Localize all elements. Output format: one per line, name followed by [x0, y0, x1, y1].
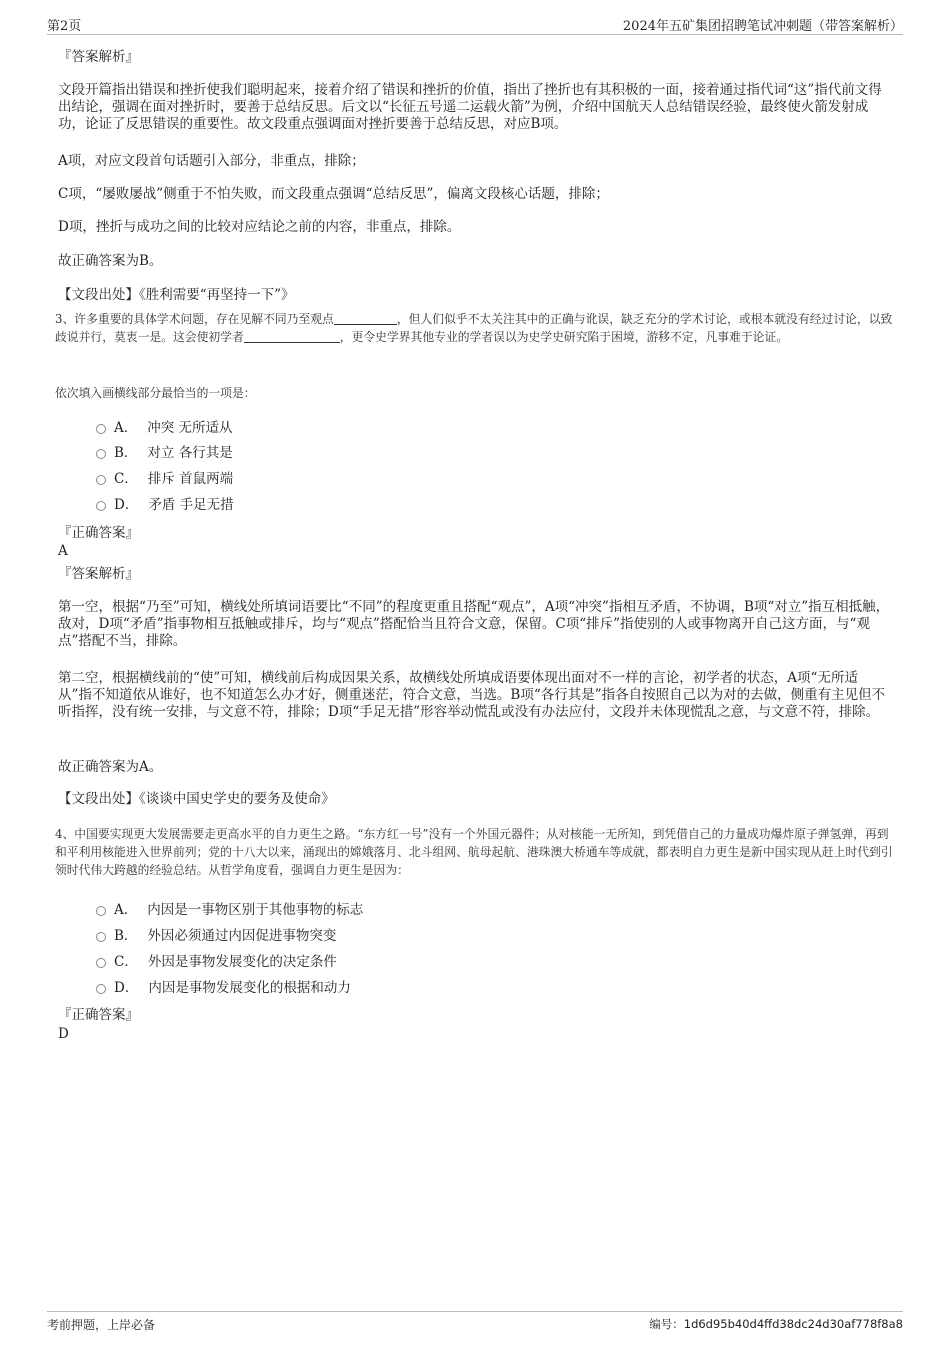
radio-icon[interactable] [96, 501, 106, 511]
q4-option-d[interactable]: D． 内因是事物发展变化的根据和动力 [96, 978, 351, 998]
radio-icon[interactable] [96, 932, 106, 942]
q4-option-a[interactable]: A． 内因是一事物区别于其他事物的标志 [96, 900, 363, 920]
q3-option-b[interactable]: B． 对立 各行其是 [96, 443, 233, 463]
radio-icon[interactable] [96, 475, 106, 485]
document-code-label: 编号： [649, 1317, 684, 1331]
q3-answer: A [58, 543, 68, 559]
q3-answer-heading: 『正确答案』 [58, 525, 139, 541]
q3-stem-part1: 3、许多重要的具体学术问题，存在见解不同乃至观点 [55, 312, 334, 326]
page-footer [47, 1311, 903, 1334]
q2-conclusion: 故正确答案为B。 [58, 253, 163, 269]
q3-analysis-paragraph-2: 第二空，根据横线前的“使”可知，横线前后构成因果关系，故横线处所填成语要体现出面对不一样的言论，初学者的状态，A项“无所适从”指不知道依从谁好，也不知道怎么办才好，侧重迷茫，符合文意，当选。B项“各行其是”指各自按照自己以为对的去做，侧重有主见但不听指挥，没有统一安排，与文意不符，排除；D项“手足无措”形容举动慌乱或没有办法应付，文段并未体现慌乱之意，与文意不符，排除。 [58, 670, 886, 720]
radio-icon[interactable] [96, 984, 106, 994]
q3-stem [55, 310, 895, 346]
document-code [649, 1316, 903, 1332]
q3-analysis-heading: 『答案解析』 [58, 566, 139, 582]
q3-conclusion: 故正确答案为A。 [58, 759, 163, 775]
q3-stem-part3: ，更令史学界其他专业的学者误以为史学史研究陷于困境，游移不定，凡事难于论证。 [339, 330, 789, 344]
q4-answer: D [58, 1026, 69, 1042]
q4-option-c[interactable]: C． 外因是事物发展变化的决定条件 [96, 952, 337, 972]
q3-analysis-paragraph-1: 第一空，根据“乃至”可知，横线处所填词语要比“不同”的程度更重且搭配“观点”，A项“冲突”指相互矛盾，不协调，B项“对立”指互相抵触，敌对，D项“矛盾”指事物相互抵触或排斥，均与“观点”搭配恰当且符合文意，保留。C项“排斥”指使别的人或事物离开自己这方面，与“观点”搭配不当，排除。 [58, 599, 890, 649]
q4-stem: 4、中国要实现更大发展需要走更高水平的自力更生之路。“东方红一号”没有一个外国元器件；从对核能一无所知，到凭借自己的力量成功爆炸原子弹氢弹，再到和平利用核能进入世界前列；党的十八大以来，涌现出的嫦娥落月、北斗组网、航母起航、港珠澳大桥通车等成就，都表明自力更生是新中国实现从赶上时代到引领时代伟大跨越的经验总结。从哲学角度看，强调自力更生是因为： [55, 827, 893, 877]
radio-icon[interactable] [96, 958, 106, 968]
q3-source: 【文段出处】《谈谈中国史学史的要务及使命》 [58, 791, 335, 807]
q3-prompt: 依次填入画横线部分最恰当的一项是： [55, 386, 256, 400]
answer-blank-2 [244, 330, 340, 343]
q4-answer-heading: 『正确答案』 [58, 1007, 139, 1023]
page-header [47, 14, 903, 35]
page-number: 第2页 [47, 19, 82, 34]
document-code-value: 1d6d95b40d4ffd38dc24d30af778f8a8 [683, 1317, 903, 1331]
footer-slogan: 考前押题，上岸必备 [47, 1318, 156, 1332]
q2-analysis-paragraph: 文段开篇指出错误和挫折使我们聪明起来，接着介绍了错误和挫折的价值，指出了挫折也有其积极的一面，接着通过指代词“这”指代前文得出结论，强调在面对挫折时，要善于总结反思。后文以“长征五号遥二运载火箭”为例，介绍中国航天人总结错误经验，最终使火箭发射成功，论证了反思错误的重要性。故文段重点强调面对挫折要善于总结反思，对应B项。 [58, 82, 882, 132]
q3-option-c[interactable]: C． 排斥 首鼠两端 [96, 469, 233, 489]
answer-blank-1 [334, 312, 397, 325]
q2-analysis-heading: 『答案解析』 [58, 49, 139, 65]
q3-option-a[interactable]: A． 冲突 无所适从 [96, 418, 233, 438]
radio-icon[interactable] [96, 449, 106, 459]
document-title: 2024年五矿集团招聘笔试冲刺题（带答案解析） [622, 19, 903, 34]
q3-option-d[interactable]: D． 矛盾 手足无措 [96, 495, 234, 515]
q3-stem-part2: ，但人们似乎不太关注其中的正确与讹误，缺乏充分的学术讨论，或根本就没有经过讨论，以致歧说并行，莫衷一是。这会使初学者 [55, 312, 893, 344]
radio-icon[interactable] [96, 906, 106, 916]
q4-option-b[interactable]: B． 外因必须通过内因促进事物突变 [96, 926, 336, 946]
q2-analysis-option-a: A项，对应文段首句话题引入部分，非重点，排除； [58, 153, 365, 169]
q2-source: 【文段出处】《胜利需要“再坚持一下”》 [58, 287, 295, 303]
radio-icon[interactable] [96, 424, 106, 434]
q2-analysis-option-c: C项，“屡败屡战”侧重于不怕失败，而文段重点强调“总结反思”，偏离文段核心话题，排除； [58, 186, 609, 202]
q2-analysis-option-d: D项，挫折与成功之间的比较对应结论之前的内容，非重点，排除。 [58, 219, 461, 235]
